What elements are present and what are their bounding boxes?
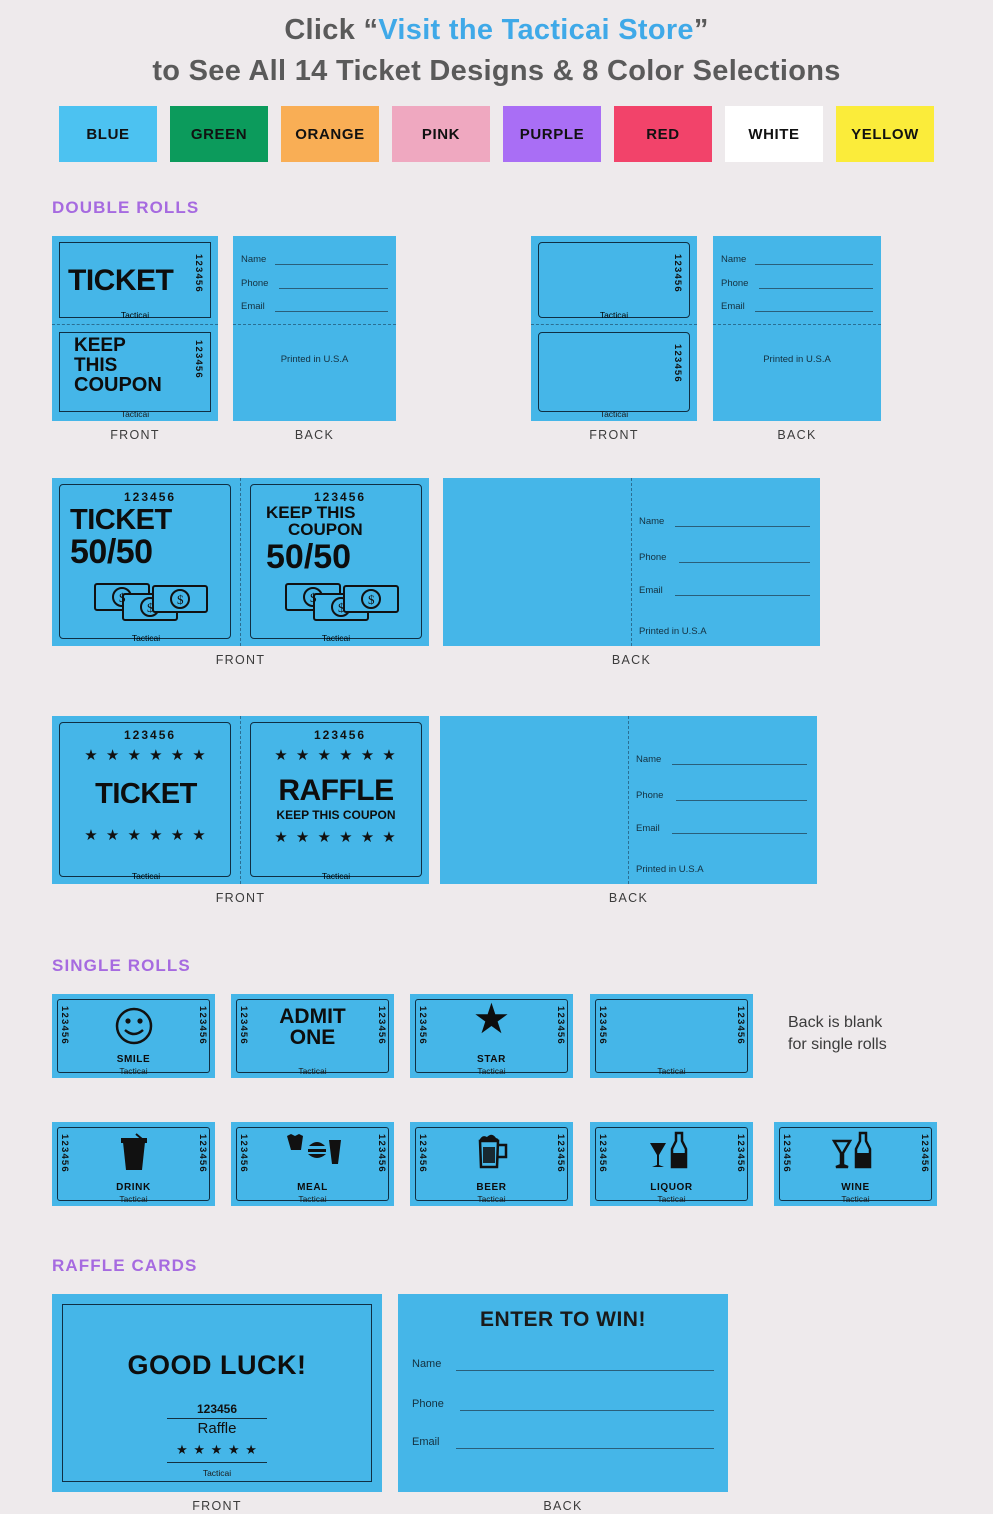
raffle-front-title: GOOD LUCK! (127, 1350, 307, 1381)
serial-number: 123456 (314, 490, 367, 505)
color-swatch-green[interactable] (170, 106, 268, 162)
single-ticket-liquor[interactable] (590, 1122, 753, 1206)
single-ticket-label: BEER (476, 1182, 507, 1194)
single-ticket-drink[interactable] (52, 1122, 215, 1206)
caption-back: BACK (777, 428, 817, 443)
color-swatch-label: PINK (421, 125, 461, 143)
color-swatch-label: RED (646, 125, 680, 143)
brand-label: Tacticai (321, 633, 351, 644)
serial-number: 123456 (376, 1134, 387, 1174)
serial-number: 123456 (193, 340, 204, 380)
single-ticket-admit-one[interactable] (231, 994, 394, 1078)
brand-label: Tacticai (119, 1066, 148, 1077)
brand-label: Tacticai (599, 310, 629, 321)
brand-label: Tacticai (298, 1066, 327, 1077)
serial-number: 123456 (672, 254, 683, 294)
color-selection-row (0, 106, 993, 162)
color-swatch-label: BLUE (86, 125, 130, 143)
email-label: Email (636, 823, 660, 835)
stars-decor-icon: ★ ★ ★ ★ ★ ★ (84, 747, 208, 765)
printed-in-usa: Printed in U.S.A (639, 626, 707, 638)
ticket-raffle-right-sub: KEEP THIS COUPON (276, 808, 396, 823)
stars-decor-icon: ★ ★ ★ ★ ★ (176, 1442, 258, 1458)
phone-label: Phone (241, 278, 269, 290)
single-ticket-blank[interactable] (590, 994, 753, 1078)
brand-label: Tacticai (657, 1194, 686, 1205)
brand-label: Tacticai (119, 1194, 148, 1205)
serial-number: 123456 (197, 1134, 208, 1174)
ticket-raffle-stars-front[interactable] (52, 716, 429, 905)
brand-label: Tacticai (131, 871, 161, 882)
stars-decor-icon: ★ ★ ★ ★ ★ ★ (274, 747, 398, 765)
ticket-5050-back[interactable] (443, 478, 820, 667)
color-swatch-white[interactable] (725, 106, 823, 162)
color-swatch-orange[interactable] (281, 106, 379, 162)
ticket-5050-front[interactable] (52, 478, 429, 667)
headline-line-2: to See All 14 Ticket Designs & 8 Color Selections (152, 55, 841, 88)
serial-number: 123456 (597, 1134, 608, 1174)
serial-number: 123456 (196, 1402, 238, 1417)
ticket-raffle-right-title: RAFFLE (278, 774, 394, 808)
svg-text:$: $ (310, 590, 317, 606)
single-ticket-label: DRINK (116, 1182, 151, 1194)
serial-number: 123456 (193, 254, 204, 294)
single-ticket-label: MEAL (297, 1182, 328, 1194)
blank-double-roll-front[interactable] (531, 236, 697, 442)
phone-label: Phone (721, 278, 749, 290)
single-ticket-label: SMILE (116, 1054, 151, 1066)
svg-text:$: $ (119, 590, 126, 606)
stars-decor-icon: ★ ★ ★ ★ ★ ★ (274, 829, 398, 847)
single-ticket-wine[interactable] (774, 1122, 937, 1206)
page-header (0, 0, 993, 92)
serial-number: 123456 (555, 1134, 566, 1174)
raffle-front-subtitle: Raffle (197, 1420, 237, 1438)
ticket-5050-left-title: TICKET 50/50 (70, 504, 172, 572)
serial-number: 123456 (417, 1006, 428, 1046)
serial-number: 123456 (314, 728, 367, 743)
serial-number: 123456 (124, 728, 177, 743)
ticket-raffle-stars-back[interactable] (440, 716, 817, 905)
brand-label: Tacticai (657, 1066, 686, 1077)
drink-cup-icon (118, 1132, 150, 1174)
caption-front: FRONT (215, 891, 266, 906)
phone-label: Phone (412, 1398, 444, 1411)
serial-number: 123456 (672, 344, 683, 384)
caption-front: FRONT (215, 653, 266, 668)
section-title-raffle-cards: RAFFLE CARDS (52, 1256, 198, 1276)
single-ticket-smile[interactable] (52, 994, 215, 1078)
phone-label: Phone (639, 552, 667, 564)
svg-text:$: $ (177, 592, 184, 608)
color-swatch-blue[interactable] (59, 106, 157, 162)
serial-number: 123456 (124, 490, 177, 505)
wine-bottle-glass-icon (828, 1131, 884, 1175)
ticket-word-bottom: KEEP THIS COUPON (74, 335, 162, 397)
brand-label: Tacticai (841, 1194, 870, 1205)
star-icon: ★ (472, 995, 511, 1043)
raffle-back-title: ENTER TO WIN! (480, 1308, 646, 1332)
name-label: Name (636, 754, 662, 766)
single-ticket-star[interactable] (410, 994, 573, 1078)
ticket-5050-right-title: KEEP THIS COUPON 50/50 (266, 503, 363, 577)
section-title-single-rolls: SINGLE ROLLS (52, 956, 191, 976)
single-ticket-label: LIQUOR (650, 1182, 693, 1194)
printed-in-usa: Printed in U.S.A (763, 354, 831, 366)
svg-text:$: $ (147, 600, 154, 616)
brand-label: Tacticai (298, 1194, 327, 1205)
ticket-raffle-left-title: TICKET (95, 778, 197, 811)
section-title-double-rolls: DOUBLE ROLLS (52, 198, 200, 218)
serial-number: 123456 (59, 1134, 70, 1174)
raffle-cards-row (0, 1294, 993, 1514)
serial-number: 123456 (781, 1134, 792, 1174)
caption-front: FRONT (589, 428, 639, 443)
single-rolls-row-1 (0, 994, 993, 1104)
serial-number: 123456 (735, 1134, 746, 1174)
caption-back: BACK (543, 1499, 583, 1514)
burger-and-fries-icon (283, 1130, 343, 1174)
serial-number: 123456 (417, 1134, 428, 1174)
svg-text:$: $ (338, 600, 345, 616)
color-swatch-purple[interactable] (503, 106, 601, 162)
stars-decor-icon: ★ ★ ★ ★ ★ ★ (84, 827, 208, 845)
smiley-face-icon (114, 1006, 154, 1046)
brand-label: Tacticai (477, 1066, 506, 1077)
serial-number: 123456 (919, 1134, 930, 1174)
serial-number: 123456 (59, 1006, 70, 1046)
email-label: Email (412, 1436, 440, 1449)
caption-front: FRONT (110, 428, 160, 443)
headline-line-1 (0, 10, 993, 51)
single-ticket-label: WINE (841, 1182, 870, 1194)
single-rolls-note: Back is blank for single rolls (788, 1014, 887, 1053)
double-rolls-row-3 (0, 716, 993, 926)
brand-label: Tacticai (599, 409, 629, 420)
headline-store-link[interactable]: Visit the Tacticai Store (378, 14, 694, 46)
brand-label: Tacticai (120, 310, 150, 321)
brand-label: Tacticai (131, 633, 161, 644)
name-label: Name (412, 1358, 442, 1371)
headline-prefix: Click “ (284, 14, 379, 46)
email-label: Email (639, 585, 663, 597)
single-ticket-label: STAR (477, 1054, 506, 1066)
phone-label: Phone (636, 790, 664, 802)
serial-number: 123456 (238, 1006, 249, 1046)
brand-label: Tacticai (477, 1194, 506, 1205)
double-rolls-row-2 (0, 478, 993, 688)
liquor-bottle-glass-icon (644, 1131, 700, 1175)
raffle-card-front[interactable] (52, 1294, 382, 1513)
email-label: Email (241, 301, 265, 313)
money-bills-icon (278, 578, 406, 626)
color-swatch-label: WHITE (748, 125, 800, 143)
brand-label: Tacticai (202, 1468, 232, 1479)
single-ticket-beer[interactable] (410, 1122, 573, 1206)
svg-text:$: $ (368, 592, 375, 608)
ticket-word-top: TICKET (68, 264, 174, 298)
blank-double-roll-back[interactable] (713, 236, 881, 442)
admit-one-title: ADMIT ONE (279, 1005, 346, 1050)
name-label: Name (241, 254, 267, 266)
email-label: Email (721, 301, 745, 313)
name-label: Name (639, 516, 665, 528)
printed-in-usa: Printed in U.S.A (280, 354, 349, 366)
serial-number: 123456 (555, 1006, 566, 1046)
color-swatch-label: YELLOW (851, 125, 919, 143)
serial-number: 123456 (238, 1134, 249, 1174)
ticket-keep-this-coupon-front[interactable] (52, 236, 218, 442)
caption-front: FRONT (192, 1499, 242, 1514)
beer-mug-icon (474, 1131, 512, 1173)
ticket-keep-this-coupon-back[interactable] (233, 236, 396, 442)
color-swatch-red[interactable] (614, 106, 712, 162)
color-swatch-label: ORANGE (295, 125, 365, 143)
printed-in-usa: Printed in U.S.A (636, 864, 704, 876)
brand-label: Tacticai (321, 871, 351, 882)
caption-back: BACK (294, 428, 335, 443)
serial-number: 123456 (197, 1006, 208, 1046)
color-swatch-yellow[interactable] (836, 106, 934, 162)
raffle-card-back[interactable] (398, 1294, 728, 1513)
single-rolls-row-2 (0, 1122, 993, 1222)
color-swatch-label: GREEN (190, 125, 248, 143)
money-bills-icon (87, 578, 215, 626)
color-swatch-pink[interactable] (392, 106, 490, 162)
caption-back: BACK (611, 653, 652, 668)
single-ticket-meal[interactable] (231, 1122, 394, 1206)
brand-label: Tacticai (120, 409, 150, 420)
double-rolls-row-1 (0, 236, 993, 448)
serial-number: 123456 (376, 1006, 387, 1046)
name-label: Name (721, 254, 747, 266)
color-swatch-label: PURPLE (519, 125, 585, 143)
serial-number: 123456 (597, 1006, 608, 1046)
headline-suffix: ” (693, 14, 709, 46)
serial-number: 123456 (735, 1006, 746, 1046)
caption-back: BACK (608, 891, 649, 906)
